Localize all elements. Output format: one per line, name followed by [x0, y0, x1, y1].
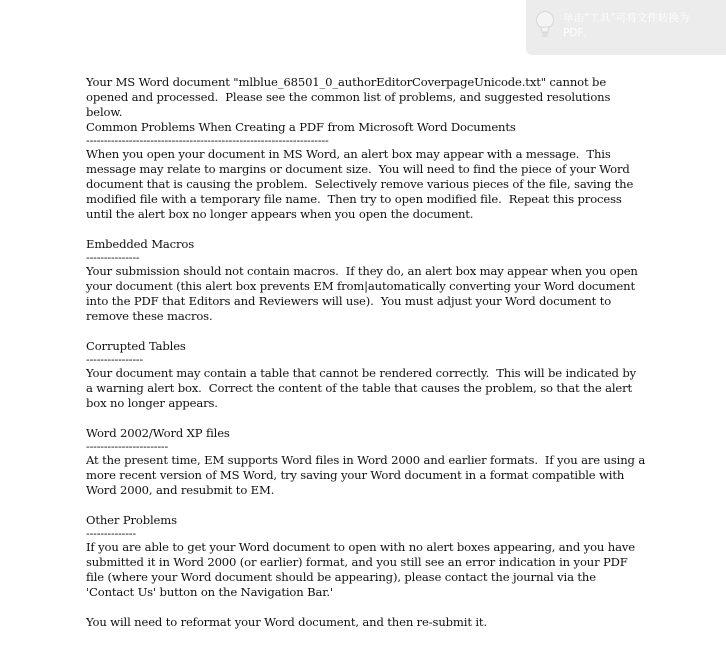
section-body: Your document may contain a table that cannot be rendered correctly. This will be indicated by a warning alert box. Correct the content of the table that causes the problem, so that the alert box no longer appears. — [86, 366, 640, 410]
closing-paragraph: You will need to reformat your Word document, and then re-submit it. — [86, 615, 487, 629]
convert-to-pdf-tooltip[interactable] — [526, 0, 726, 55]
section-body: When you open your document in MS Word, an alert box may appear with a message. This message may relate to margins or document size. You will need to find the piece of your Word document that is causing the problem. Selectively remove various pieces of the file, saving the modified file with a temporary file name. Then try to open modified file. Repeat this process until the alert box no longer appears when you open the document. — [86, 147, 637, 221]
heading-underline: --------------- — [86, 252, 140, 264]
intro-paragraph: Your MS Word document "mlblue_68501_0_authorEditorCoverpageUnicode.txt" cannot be opened and processed. Please see the common list of problems, and suggested resolutions below. — [86, 75, 614, 119]
section-heading: Corrupted Tables — [86, 339, 186, 353]
section-heading: Embedded Macros — [86, 237, 195, 251]
section-body: Your submission should not contain macros. If they do, an alert box may appear when you open your document (this alert box prevents EM from|automatically converting your Word document into the PDF that Editors and Reviewers will use). You must adjust your Word document to remove these macros. — [86, 264, 642, 323]
section-body: At the present time, EM supports Word files in Word 2000 and earlier formats. If you are using a more recent version of MS Word, try saving your Word document in a format compatible with Word 2000, and resubmit to EM. — [86, 453, 649, 497]
heading-underline: ---------------- — [86, 354, 144, 366]
section-body: If you are able to get your Word document to open with no alert boxes appearing, and you have submitted it in Word 2000 (or earlier) format, and you still see an error indication in your PDF file (where your Word document should be appearing), please contact the journal via the 'Contact Us' button on the Navigation Bar.' — [86, 540, 639, 599]
section-common-problems — [86, 120, 646, 222]
heading-underline: -------------------------------------------------------------------- — [86, 135, 329, 147]
section-heading: Word 2002/Word XP files — [86, 426, 230, 440]
document-body — [86, 75, 649, 630]
heading-underline: ----------------------- — [86, 441, 169, 453]
heading-underline: -------------- — [86, 528, 136, 540]
section-heading: Other Problems — [86, 513, 177, 527]
section-other-problems — [86, 513, 646, 600]
tooltip-text: 单击“工具”可将文件转换为PDF。 — [563, 12, 690, 39]
section-embedded-macros — [86, 237, 646, 324]
section-word-xp-files — [86, 426, 649, 498]
section-corrupted-tables — [86, 339, 646, 411]
lightbulb-icon — [534, 10, 556, 40]
section-heading: Common Problems When Creating a PDF from Microsoft Word Documents — [86, 120, 516, 134]
